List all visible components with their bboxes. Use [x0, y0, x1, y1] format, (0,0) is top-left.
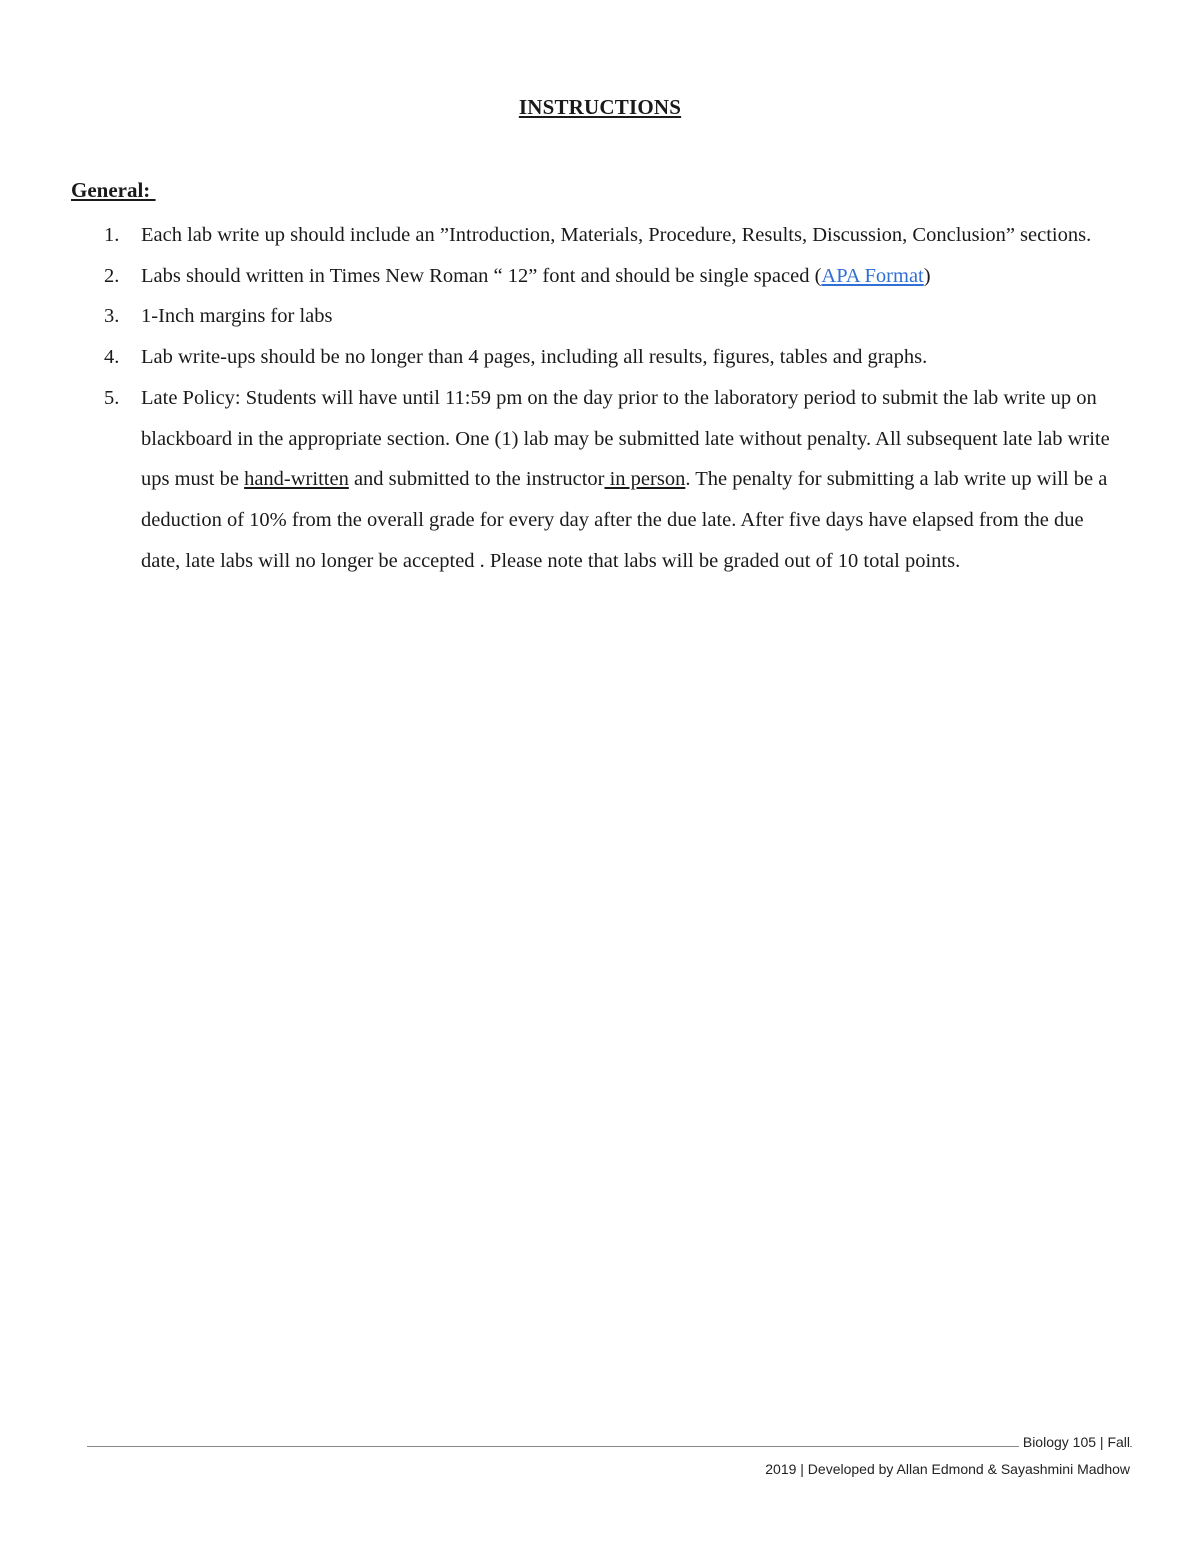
list-item — [0, 337, 1200, 378]
list-item-text: Each lab write up should include an ”Introduction, Materials, Procedure, Results, Discussion, Conclusion” sections. — [141, 224, 1092, 246]
list-item — [0, 215, 1200, 256]
footer-credits: 2019 | Developed by Allan Edmond & Sayashmini Madhow — [765, 1461, 1130, 1477]
apa-format-link[interactable]: APA Format — [821, 264, 924, 287]
late-policy-text-3: . The penalty for submitting a lab write up will be a deduction of 10% from the overall grade for every day after the due late. After five days have elapsed from the due date, late labs will no longer be accepted . Please note that labs will be graded out of 10 total points. — [141, 468, 1108, 572]
list-item — [0, 296, 1200, 337]
list-item-number: 2. — [104, 264, 120, 287]
page-title: INSTRUCTIONS — [518, 95, 682, 119]
footer-course-label: Biology 105 | Fall — [1019, 1434, 1130, 1450]
list-item-number: 3. — [104, 305, 120, 328]
list-item-text: Labs should written in Times New Roman “ 12” font and should be single spaced ( — [141, 264, 822, 287]
section-heading-general: General: — [71, 178, 156, 202]
list-item-text: 1-Inch margins for labs — [141, 305, 333, 328]
instructions-list — [0, 215, 1200, 581]
list-item-text: Lab write-ups should be no longer than 4 pages, including all results, figures, tables and graphs. — [141, 346, 928, 369]
list-item — [0, 256, 1200, 297]
late-policy-text-2: and submitted to the instructor — [348, 468, 605, 491]
list-item — [0, 378, 1200, 582]
list-item-text-end: ) — [923, 264, 931, 287]
late-policy-text: Late Policy: Students will have until 11:59 pm on the day prior to the laboratory period to submit the lab write up on blackboard in the appropriate section. One (1) lab may be submitted late without penalty. All subsequent late lab write ups must be — [141, 386, 1110, 491]
footer-divider — [87, 1446, 1132, 1447]
in-person-emphasis: in person — [604, 468, 686, 491]
list-item-number: 5. — [104, 386, 120, 409]
list-item-number: 1. — [104, 224, 120, 246]
hand-written-emphasis: hand-written — [244, 468, 349, 491]
list-item-number: 4. — [104, 346, 120, 369]
